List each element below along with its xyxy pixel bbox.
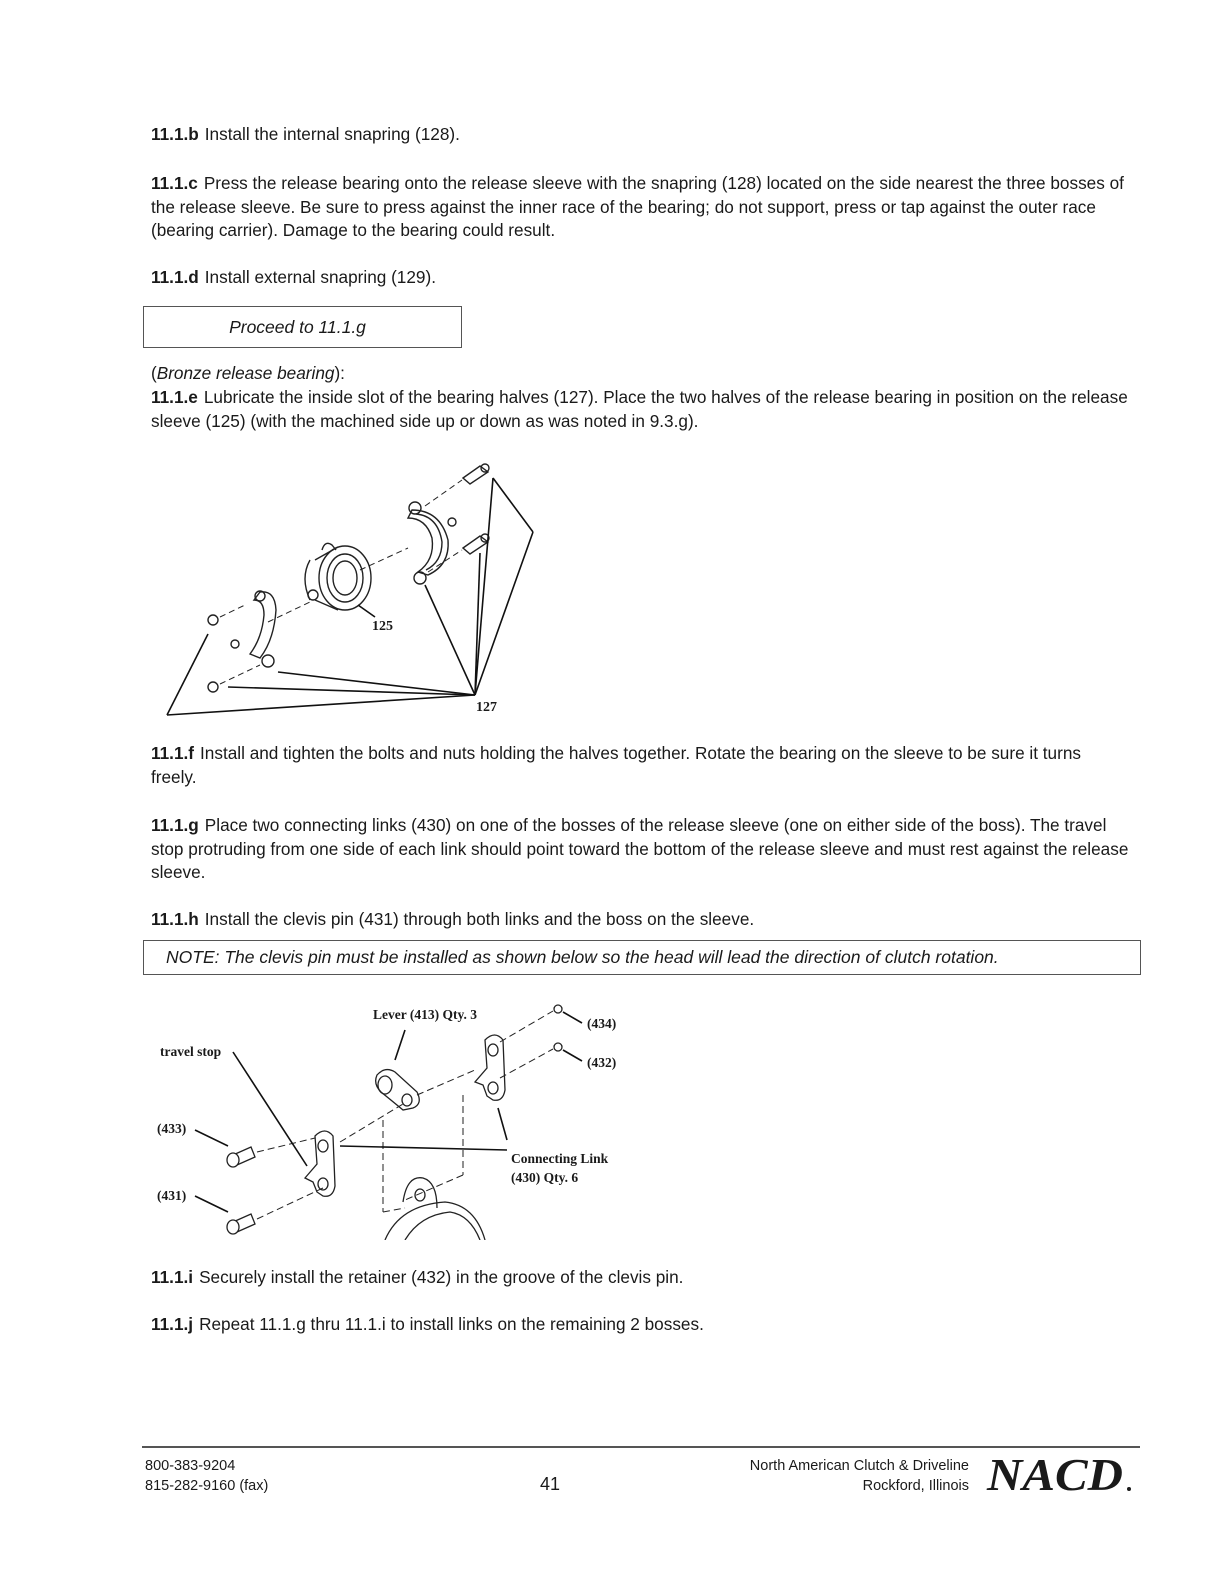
step-11-1-g bbox=[151, 814, 1131, 885]
logo-registered-dot bbox=[1127, 1487, 1131, 1491]
clevis-pin-note-box bbox=[143, 940, 1141, 975]
step-text: Install the clevis pin (431) through both links and the boss on the sleeve. bbox=[204, 909, 755, 929]
step-id: 11.1.h bbox=[151, 909, 199, 929]
label-connecting-link-qty: (430) Qty. 6 bbox=[511, 1170, 579, 1185]
step-id: 11.1.g bbox=[151, 815, 199, 835]
label-lever: Lever (413) Qty. 3 bbox=[373, 1007, 477, 1022]
step-11-1-b bbox=[151, 123, 1131, 147]
footer-company: North American Clutch & Driveline bbox=[749, 1458, 969, 1474]
label-connecting-link: Connecting Link bbox=[511, 1151, 609, 1166]
step-11-1-c bbox=[151, 172, 1131, 243]
proceed-callout-box bbox=[143, 306, 462, 348]
retainer-432 bbox=[554, 1043, 562, 1051]
bronze-bearing-heading bbox=[151, 362, 1131, 386]
label-433: (433) bbox=[157, 1121, 187, 1136]
bolt-top bbox=[463, 464, 489, 484]
nut-upper bbox=[208, 615, 218, 625]
bronze-heading-text: Bronze release bearing bbox=[156, 363, 335, 383]
label-434: (434) bbox=[587, 1016, 617, 1031]
footer-fax: 815-282-9160 (fax) bbox=[145, 1478, 269, 1494]
step-11-1-e bbox=[151, 386, 1131, 433]
step-text: Lubricate the inside slot of the bearing halves (127). Place the two halves of the release bearing in position on the release sleeve (125) (with the machined side up or down as was noted in 9.3.g). bbox=[151, 387, 1128, 431]
step-id: 11.1.d bbox=[151, 267, 199, 287]
bearing-halves-diagram bbox=[150, 450, 550, 730]
leader-lines bbox=[167, 478, 533, 715]
page-number: 41 bbox=[540, 1474, 561, 1494]
step-text: Repeat 11.1.g thru 11.1.i to install links on the remaining 2 bosses. bbox=[199, 1314, 704, 1334]
connecting-link-right bbox=[475, 1035, 505, 1100]
step-text: Securely install the retainer (432) in the groove of the clevis pin. bbox=[199, 1267, 684, 1287]
step-11-1-j bbox=[151, 1313, 1131, 1337]
step-text: Press the release bearing onto the release sleeve with the snapring (128) located on the side nearest the three bosses of the release sleeve. Be sure to press against the inner race of the bearing; do not support, press or tap against the outer race (bearing carrier). Damage to the bearing could result. bbox=[151, 173, 1124, 240]
label-127: 127 bbox=[476, 700, 497, 715]
clevis-pin-433 bbox=[227, 1147, 255, 1167]
release-bearing-125 bbox=[305, 543, 371, 610]
step-text: Install external snapring (129). bbox=[204, 267, 436, 287]
paren-open: ( bbox=[151, 363, 157, 383]
paren-close: ): bbox=[334, 363, 345, 383]
step-id: 11.1.b bbox=[151, 124, 199, 144]
step-text: Install the internal snapring (128). bbox=[204, 124, 460, 144]
bearing-half-left bbox=[231, 591, 276, 667]
footer-phone: 800-383-9204 bbox=[145, 1458, 236, 1474]
label-125: 125 bbox=[372, 619, 393, 634]
connecting-link-left bbox=[305, 1131, 335, 1196]
bearing-half-right bbox=[408, 502, 456, 584]
assembly-centerlines bbox=[257, 1011, 553, 1219]
step-11-1-f bbox=[151, 742, 1131, 789]
note-text: NOTE: The clevis pin must be installed as shown below so the head will lead the direction of clutch rotation. bbox=[166, 947, 999, 967]
step-id: 11.1.i bbox=[151, 1267, 194, 1287]
connecting-links-diagram bbox=[145, 990, 625, 1240]
step-id: 11.1.f bbox=[151, 743, 195, 763]
lever-413 bbox=[376, 1070, 420, 1110]
retainer-434 bbox=[554, 1005, 562, 1013]
step-11-1-i bbox=[151, 1266, 1131, 1290]
bolt-middle bbox=[463, 534, 489, 554]
nut-lower bbox=[208, 682, 218, 692]
label-travel-stop: travel stop bbox=[160, 1044, 222, 1059]
step-id: 11.1.c bbox=[151, 173, 198, 193]
footer-location: Rockford, Illinois bbox=[862, 1478, 969, 1494]
step-11-1-h bbox=[151, 908, 1131, 932]
label-432: (432) bbox=[587, 1055, 617, 1070]
footer-divider bbox=[142, 1446, 1140, 1448]
step-11-1-d bbox=[151, 266, 1131, 290]
proceed-text: Proceed to 11.1.g bbox=[229, 317, 366, 337]
label-431: (431) bbox=[157, 1188, 187, 1203]
step-id: 11.1.j bbox=[151, 1314, 194, 1334]
step-text: Place two connecting links (430) on one of the bosses of the release sleeve (one on either side of the boss). The travel stop protruding from one side of each link should point toward the bottom of the release sleeve and must rest against the release sleeve. bbox=[151, 815, 1129, 882]
clevis-pin-431 bbox=[227, 1214, 255, 1234]
step-text: Install and tighten the bolts and nuts holding the halves together. Rotate the bearing on the sleeve to be sure it turns freely. bbox=[151, 743, 1081, 787]
logo-text: NACD bbox=[985, 1452, 1123, 1496]
nacd-logo bbox=[985, 1452, 1135, 1496]
step-id: 11.1.e bbox=[151, 387, 198, 407]
